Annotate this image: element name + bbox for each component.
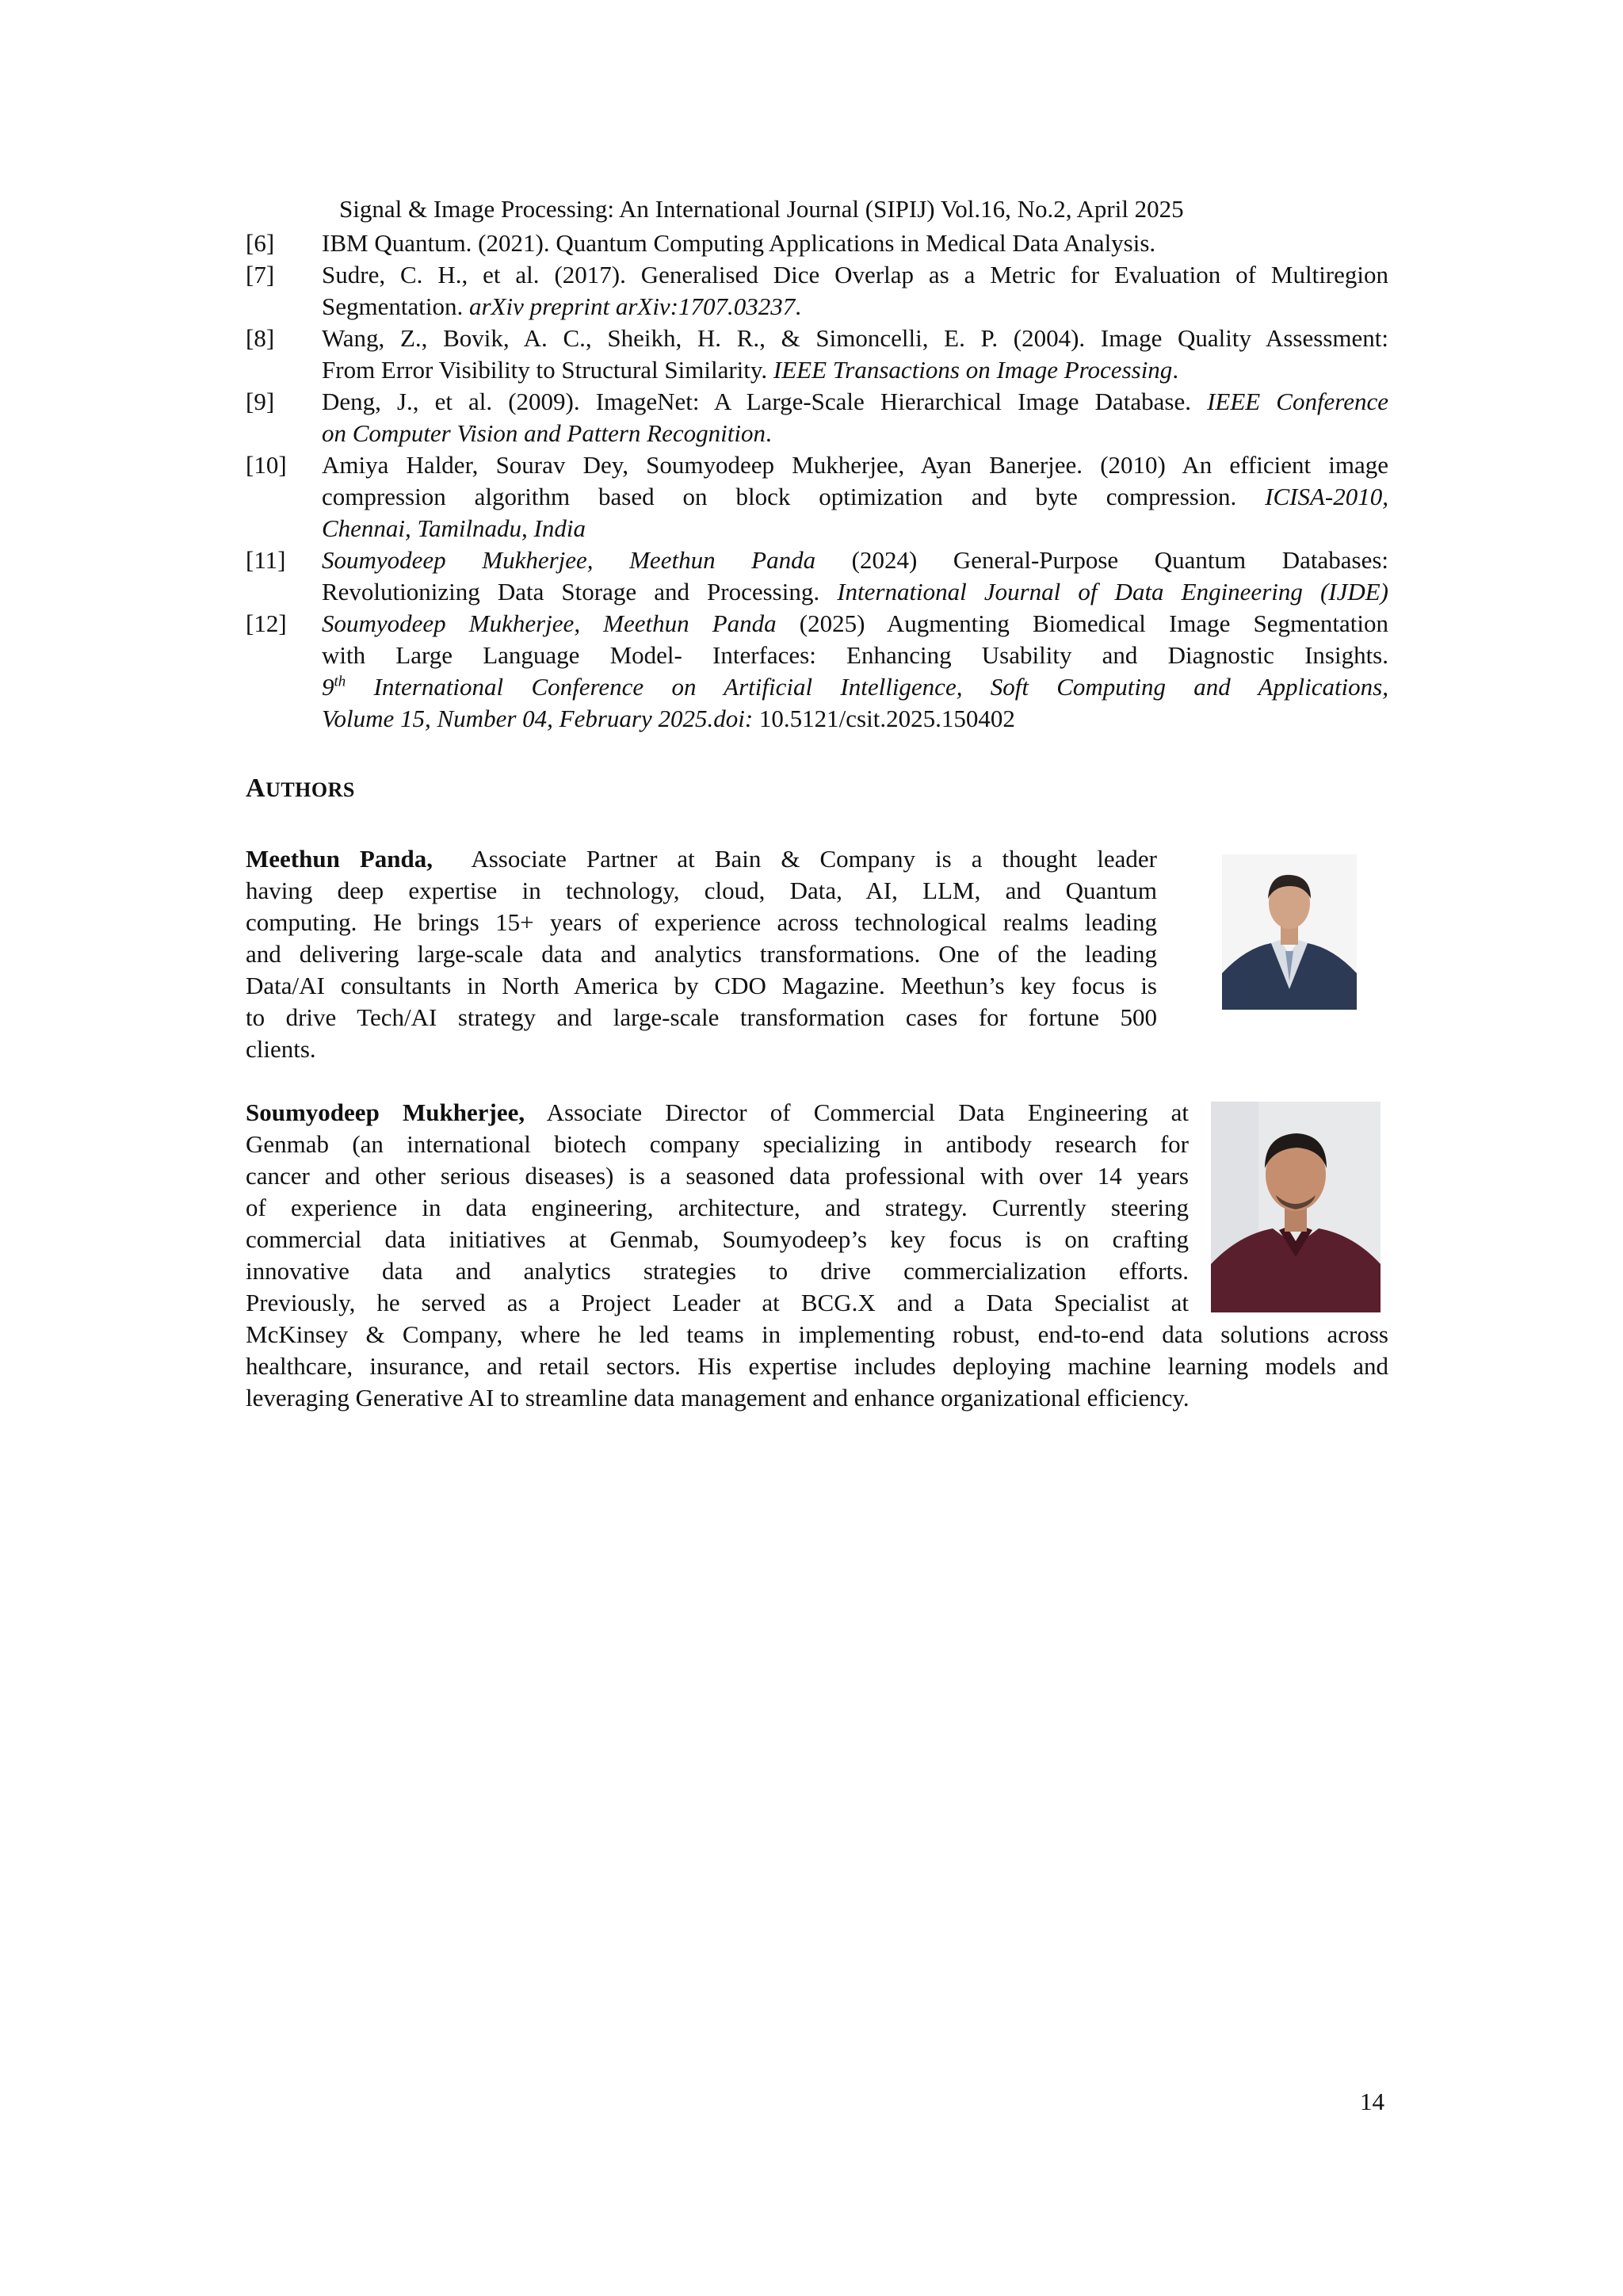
reference-number: [12] [246,609,287,637]
bio-line: healthcare, insurance, and retail sectors. His expertise includes deploying machine learning models and [246,1352,1388,1380]
reference-text: 9th International Conference on Artificial Intelligence, Soft Computing and Applications, [322,673,1388,701]
reference-venue: ICISA-2010, [1265,483,1388,510]
bio-line: clients. [246,1035,316,1063]
reference-venue: IEEE Conference [1207,388,1389,415]
reference-number: [8] [246,324,275,352]
reference-item [246,323,1388,386]
reference-number: [7] [246,261,275,288]
reference-text: IBM Quantum. (2021). Quantum Computing Applications in Medical Data Analysis. [322,229,1156,257]
reference-venue: IEEE Transactions on Image Processing [773,356,1173,384]
reference-authors: Soumyodeep Mukherjee, Meethun Panda [322,546,816,574]
bio-line: Previously, he served as a Project Leader at BCG.X and a Data Specialist at [246,1289,1189,1316]
bio-line: innovative data and analytics strategies to drive commercialization efforts. [246,1257,1189,1285]
reference-venue: on Computer Vision and Pattern Recognition [322,419,766,447]
reference-text: Soumyodeep Mukherjee, Meethun Panda (2024) General-Purpose Quantum Databases: [322,546,1388,574]
bio-line: Meethun Panda, Associate Partner at Bain & Company is a thought leader [246,845,1157,873]
author-bio [246,843,1157,1065]
bio-line: computing. He brings 15+ years of experience across technological realms leading [246,908,1157,936]
reference-text: compression algorithm based on block optimization and byte compression. ICISA-2010, [322,483,1388,510]
bio-line: leveraging Generative AI to streamline data management and enhance organizational efficiency. [246,1384,1190,1412]
reference-item [246,449,1388,544]
reference-text: Amiya Halder, Sourav Dey, Soumyodeep Mukherjee, Ayan Banerjee. (2010) An efficient image [322,451,1388,479]
reference-text: on Computer Vision and Pattern Recognition. [322,419,772,447]
running-header: Signal & Image Processing: An International Journal (SIPIJ) Vol.16, No.2, April 2025 [339,195,1184,223]
bio-line: Genmab (an international biotech company specializing in antibody research for [246,1130,1189,1158]
reference-item [246,608,1388,735]
reference-number: [10] [246,451,287,479]
reference-venue: International Journal of Data Engineering (IJDE) [837,578,1388,606]
doi-text: 10.5121/csit.2025.150402 [753,705,1015,732]
bio-line: Soumyodeep Mukherjee, Associate Director of Commercial Data Engineering at [246,1098,1189,1126]
bio-line: cancer and other serious diseases) is a seasoned data professional with over 14 years [246,1162,1189,1190]
reference-list [246,227,1388,735]
reference-number: [11] [246,546,286,574]
reference-venue: Chennai, Tamilnadu, India [322,514,586,542]
reference-item [246,259,1388,323]
reference-text [322,513,1388,544]
bio-line: commercial data initiatives at Genmab, Soumyodeep’s key focus is on crafting [246,1225,1189,1253]
author-photo-meethun-panda [1222,854,1357,1010]
bio-line: of experience in data engineering, architecture, and strategy. Currently steering [246,1194,1189,1221]
reference-text [322,703,1388,735]
bio-line: Data/AI consultants in North America by CDO Magazine. Meethun’s key focus is [246,972,1157,999]
reference-venue: Volume 15, Number 04, February 2025.doi: [322,705,754,732]
bio-line: having deep expertise in technology, cloud, Data, AI, LLM, and Quantum [246,877,1157,904]
author-photo-soumyodeep-mukherjee [1211,1102,1381,1312]
reference-text: Deng, J., et al. (2009). ImageNet: A Large-Scale Hierarchical Image Database. IEEE Conference [322,388,1389,415]
section-heading-authors: AUTHORS [246,774,355,803]
reference-text: Wang, Z., Bovik, A. C., Sheikh, H. R., & Simoncelli, E. P. (2004). Image Quality Assessment: [322,324,1388,352]
reference-text: From Error Visibility to Structural Similarity. IEEE Transactions on Image Processing. [322,356,1179,384]
author-name: Soumyodeep Mukherjee, [246,1098,525,1126]
reference-text: Soumyodeep Mukherjee, Meethun Panda (2025) Augmenting Biomedical Image Segmentation [322,609,1388,637]
bio-line: and delivering large-scale data and analytics transformations. One of the leading [246,940,1157,968]
page-number: 14 [1360,2088,1384,2115]
bio-line: to drive Tech/AI strategy and large-scale transformation cases for fortune 500 [246,1003,1157,1031]
author-name: Meethun Panda, [246,845,433,873]
reference-venue: arXiv preprint arXiv:1707.03237 [468,292,796,320]
reference-number: [6] [246,229,275,257]
reference-item [246,544,1388,608]
reference-text: Revolutionizing Data Storage and Processing. International Journal of Data Engineering (IJDE) [322,578,1388,606]
reference-text: with Large Language Model- Interfaces: Enhancing Usability and Diagnostic Insights. [322,641,1388,669]
reference-number: [9] [246,388,275,415]
reference-text: Sudre, C. H., et al. (2017). Generalised Dice Overlap as a Metric for Evaluation of Multiregion [322,261,1388,288]
reference-authors: Soumyodeep Mukherjee, Meethun Panda [322,609,777,637]
reference-item [246,227,1388,259]
reference-text: Segmentation. arXiv preprint arXiv:1707.03237. [322,292,802,320]
reference-item [246,386,1388,449]
bio-line: McKinsey & Company, where he led teams in implementing robust, end-to-end data solutions across [246,1320,1388,1348]
